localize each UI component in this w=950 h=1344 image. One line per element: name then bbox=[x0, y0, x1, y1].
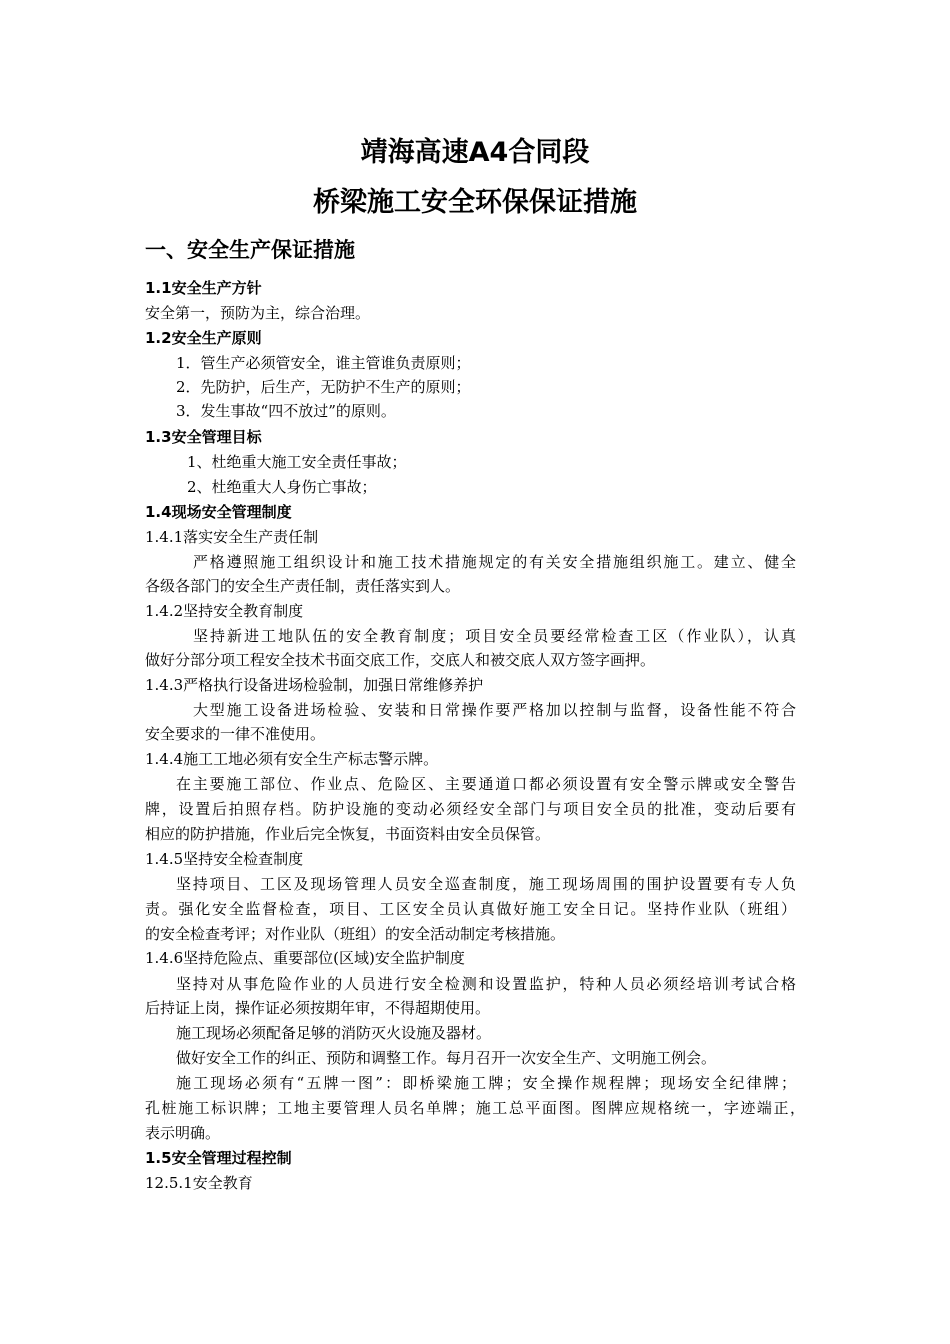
paragraph-line: 表示明确。 bbox=[145, 1124, 221, 1142]
subheading-1-4-6: 1.4.6坚持危险点、重要部位(区域)安全监护制度 bbox=[145, 949, 465, 967]
section-heading-1: 一、安全生产保证措施 bbox=[145, 238, 355, 262]
heading-1-4: 1.4现场安全管理制度 bbox=[145, 503, 292, 521]
paragraph-line: 的安全检查考评；对作业队（班组）的安全活动制定考核措施。 bbox=[145, 925, 566, 943]
heading-1-1: 1.1安全生产方针 bbox=[145, 279, 262, 297]
paragraph-line: 施工现场必须有“五牌一图”：即桥梁施工牌；安全操作规程牌；现场安全纪律牌； bbox=[176, 1074, 796, 1092]
list-item: 1．管生产必须管安全，谁主管谁负责原则； bbox=[176, 354, 471, 372]
paragraph-line: 相应的防护措施，作业后完全恢复，书面资料由安全员保管。 bbox=[145, 825, 551, 843]
list-item: 3．发生事故“四不放过”的原则。 bbox=[176, 402, 396, 420]
heading-1-5: 1.5安全管理过程控制 bbox=[145, 1149, 292, 1167]
list-item: 1、杜绝重大施工安全责任事故； bbox=[187, 453, 407, 471]
paragraph-line: 坚持项目、工区及现场管理人员安全巡查制度，施工现场周围的围护设置要有专人负 bbox=[176, 875, 796, 893]
list-item: 2．先防护，后生产，无防护不生产的原则； bbox=[176, 378, 471, 396]
paragraph-line: 在主要施工部位、作业点、危险区、主要通道口都必须设置有安全警示牌或安全警告 bbox=[176, 775, 796, 793]
paragraph-line: 安全要求的一律不准使用。 bbox=[145, 725, 326, 743]
paragraph-line: 做好安全工作的纠正、预防和调整工作。每月召开一次安全生产、文明施工例会。 bbox=[176, 1049, 717, 1067]
subheading-1-4-3: 1.4.3严格执行设备进场检验制，加强日常维修养护 bbox=[145, 676, 484, 694]
paragraph-line: 坚持新进工地队伍的安全教育制度；项目安全员要经常检查工区（作业队），认真 bbox=[193, 627, 796, 645]
paragraph-line: 做好分部分项工程安全技术书面交底工作，交底人和被交底人双方签字画押。 bbox=[145, 651, 656, 669]
paragraph-line: 坚持对从事危险作业的人员进行安全检测和设置监护，特种人员必须经培训考试合格 bbox=[176, 975, 796, 993]
heading-1-3: 1.3安全管理目标 bbox=[145, 428, 262, 446]
paragraph-line: 严格遵照施工组织设计和施工技术措施规定的有关安全措施组织施工。建立、健全 bbox=[193, 553, 796, 571]
paragraph-line: 牌，设置后拍照存档。防护设施的变动必须经安全部门与项目安全员的批准，变动后要有 bbox=[145, 800, 796, 818]
paragraph-line: 施工现场必须配备足够的消防灭火设施及器材。 bbox=[176, 1024, 492, 1042]
subheading-1-4-4: 1.4.4施工工地必须有安全生产标志警示牌。 bbox=[145, 750, 439, 768]
paragraph-line: 孔桩施工标识牌；工地主要管理人员名单牌；施工总平面图。图牌应规格统一，字迹端正， bbox=[145, 1099, 805, 1117]
document-title-line2: 桥梁施工安全环保保证措施 bbox=[313, 187, 637, 218]
paragraph-line: 大型施工设备进场检验、安装和日常操作要严格加以控制与监督，设备性能不符合 bbox=[193, 701, 796, 719]
subheading-1-4-5: 1.4.5坚持安全检查制度 bbox=[145, 850, 304, 868]
subheading-12-5-1: 12.5.1安全教育 bbox=[145, 1174, 253, 1192]
paragraph-1-1: 安全第一，预防为主，综合治理。 bbox=[145, 304, 371, 322]
document-title-line1: 靖海高速A4合同段 bbox=[360, 137, 590, 168]
paragraph-line: 后持证上岗，操作证必须按期年审，不得超期使用。 bbox=[145, 999, 491, 1017]
heading-1-2: 1.2安全生产原则 bbox=[145, 329, 262, 347]
paragraph-line: 各级各部门的安全生产责任制，责任落实到人。 bbox=[145, 577, 461, 595]
subheading-1-4-2: 1.4.2坚持安全教育制度 bbox=[145, 602, 304, 620]
subheading-1-4-1: 1.4.1落实安全生产责任制 bbox=[145, 528, 319, 546]
paragraph-line: 责。强化安全监督检查，项目、工区安全员认真做好施工安全日记。坚持作业队（班组） bbox=[145, 900, 796, 918]
list-item: 2、杜绝重大人身伤亡事故； bbox=[187, 478, 377, 496]
